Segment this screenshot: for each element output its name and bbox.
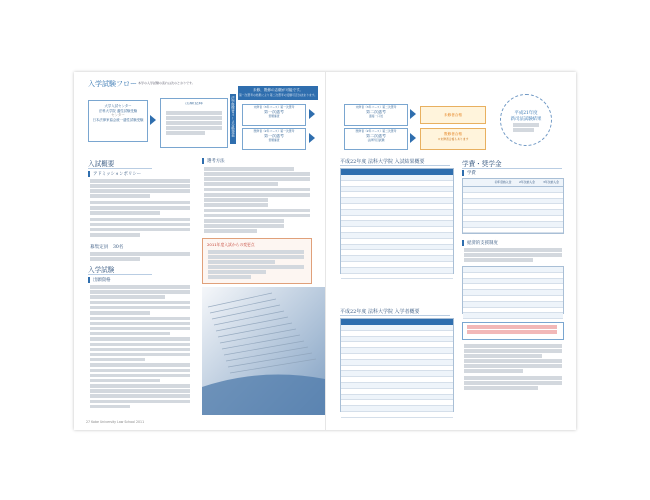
first-top-l1: 未修者（3年コース）第一次選考 — [253, 105, 295, 109]
result-top: 未修者合格 — [420, 106, 486, 124]
apply-title: 出願登録 — [185, 102, 203, 106]
flow-arrow-4 — [410, 109, 416, 119]
first-bot-l1: 既修者（2年コース）第一次選考 — [253, 129, 295, 133]
flow-arrow-2 — [309, 109, 315, 119]
second-top-l3: 面接・口述 — [369, 114, 383, 119]
method-text — [204, 167, 310, 234]
qualification-text — [90, 285, 190, 410]
circle-l1: 平成21年度 — [514, 111, 538, 116]
flow-start-box — [88, 100, 148, 142]
start-line-2: 法科大学院 適性試験受験 — [98, 108, 138, 113]
exam-title: 入学試験 — [88, 264, 152, 275]
flow-arrow-5 — [410, 133, 416, 143]
results-table — [340, 168, 454, 274]
book-photo-image — [202, 287, 325, 415]
second-select-bottom — [344, 128, 408, 150]
circle-l2: 新司法試験結果 — [510, 117, 542, 122]
notice-line-1: 未修、既修の志願が可能です。 — [252, 87, 304, 92]
method-title: 選考方法 — [202, 158, 225, 164]
admission-policy-title: アドミッションポリシー — [88, 171, 141, 177]
first-select-top — [242, 104, 306, 126]
scholarship-list — [462, 322, 564, 340]
flow-subtitle: 本学の入学試験の流れは次のとおりです。 — [138, 81, 195, 85]
page-fold — [325, 72, 326, 430]
fees-title: 学費・奨学金 — [462, 158, 562, 169]
second-select-top — [344, 104, 408, 126]
first-top-l3: 書類審査 — [268, 114, 280, 119]
change-note-text — [208, 250, 304, 281]
students-title: 平成22年度 法科大学院 入学者概要 — [340, 308, 450, 316]
scholarship-list-text — [467, 325, 557, 335]
flow-apply-box — [160, 98, 228, 148]
start-line-4: 日本法律家協会統一適性試験受験 — [92, 117, 144, 122]
second-top-l1: 未修者（3年コース）第二次選考 — [355, 105, 397, 109]
results-circle — [500, 94, 552, 146]
fees-header-row — [463, 179, 563, 187]
change-note-box — [202, 238, 312, 284]
capacity-text — [90, 252, 190, 262]
apply-text — [166, 111, 222, 136]
change-note-title: 2011年度入試からの変更点 — [207, 242, 255, 247]
flow-notice — [238, 86, 318, 100]
capacity: 募集定員 30名 — [90, 245, 124, 250]
vertical-label: 法学既修者コース合格発表 — [230, 96, 235, 137]
result-bottom-box — [420, 128, 486, 150]
first-bot-l3: 書類審査 — [268, 138, 280, 143]
scholarship-table — [462, 266, 564, 314]
policy-text — [90, 179, 190, 238]
fees-col-3: 3年次納入金 — [543, 180, 559, 184]
first-top-l2: 第一次選考 — [264, 109, 284, 114]
flow-arrow-3 — [309, 133, 315, 143]
support-text — [464, 344, 562, 391]
qualification-title: 出願資格 — [88, 277, 111, 283]
students-table — [340, 318, 454, 412]
second-bot-l2: 第二次選考 — [366, 133, 386, 138]
results-title: 平成22年度 法科大学院 入試結果概要 — [340, 158, 450, 166]
start-line-1: 大学入試センター — [104, 104, 132, 108]
start-line-3: センター — [111, 113, 125, 118]
first-select-bottom — [242, 128, 306, 150]
flow-title: 入学試験フロー — [88, 80, 137, 88]
footer-left: 27 Kobe University Law School 2011 — [86, 420, 145, 424]
brochure-spread — [74, 72, 576, 430]
circle-text — [513, 123, 539, 133]
fees-table — [462, 178, 564, 234]
second-bot-l1: 既修者（2年コース）第二次選考 — [355, 129, 397, 133]
scholarship-sub: 経済的支援制度 — [462, 240, 498, 246]
second-bot-l3: 法律科目試験 — [367, 138, 385, 143]
overview-title: 入試概要 — [88, 158, 152, 169]
fees-sub: 学費 — [462, 170, 476, 176]
first-bot-l2: 第一次選考 — [264, 133, 284, 138]
flow-vertical-bar — [230, 94, 236, 144]
second-top-l2: 第二次選考 — [366, 109, 386, 114]
fees-col-2: 2年次納入金 — [519, 180, 535, 184]
notice-line-2: 第一次選考の結果により第二次選考の受験可否が決まります。 — [238, 92, 318, 97]
scholarship-text — [464, 248, 562, 263]
result-bottom-note: ＊未修者合格もあります — [437, 137, 469, 141]
flow-arrow-1 — [150, 115, 156, 125]
fees-col-1: 初年度納入金 — [494, 180, 512, 184]
book-photo — [202, 287, 325, 415]
result-bottom: 既修者合格 — [444, 132, 462, 136]
